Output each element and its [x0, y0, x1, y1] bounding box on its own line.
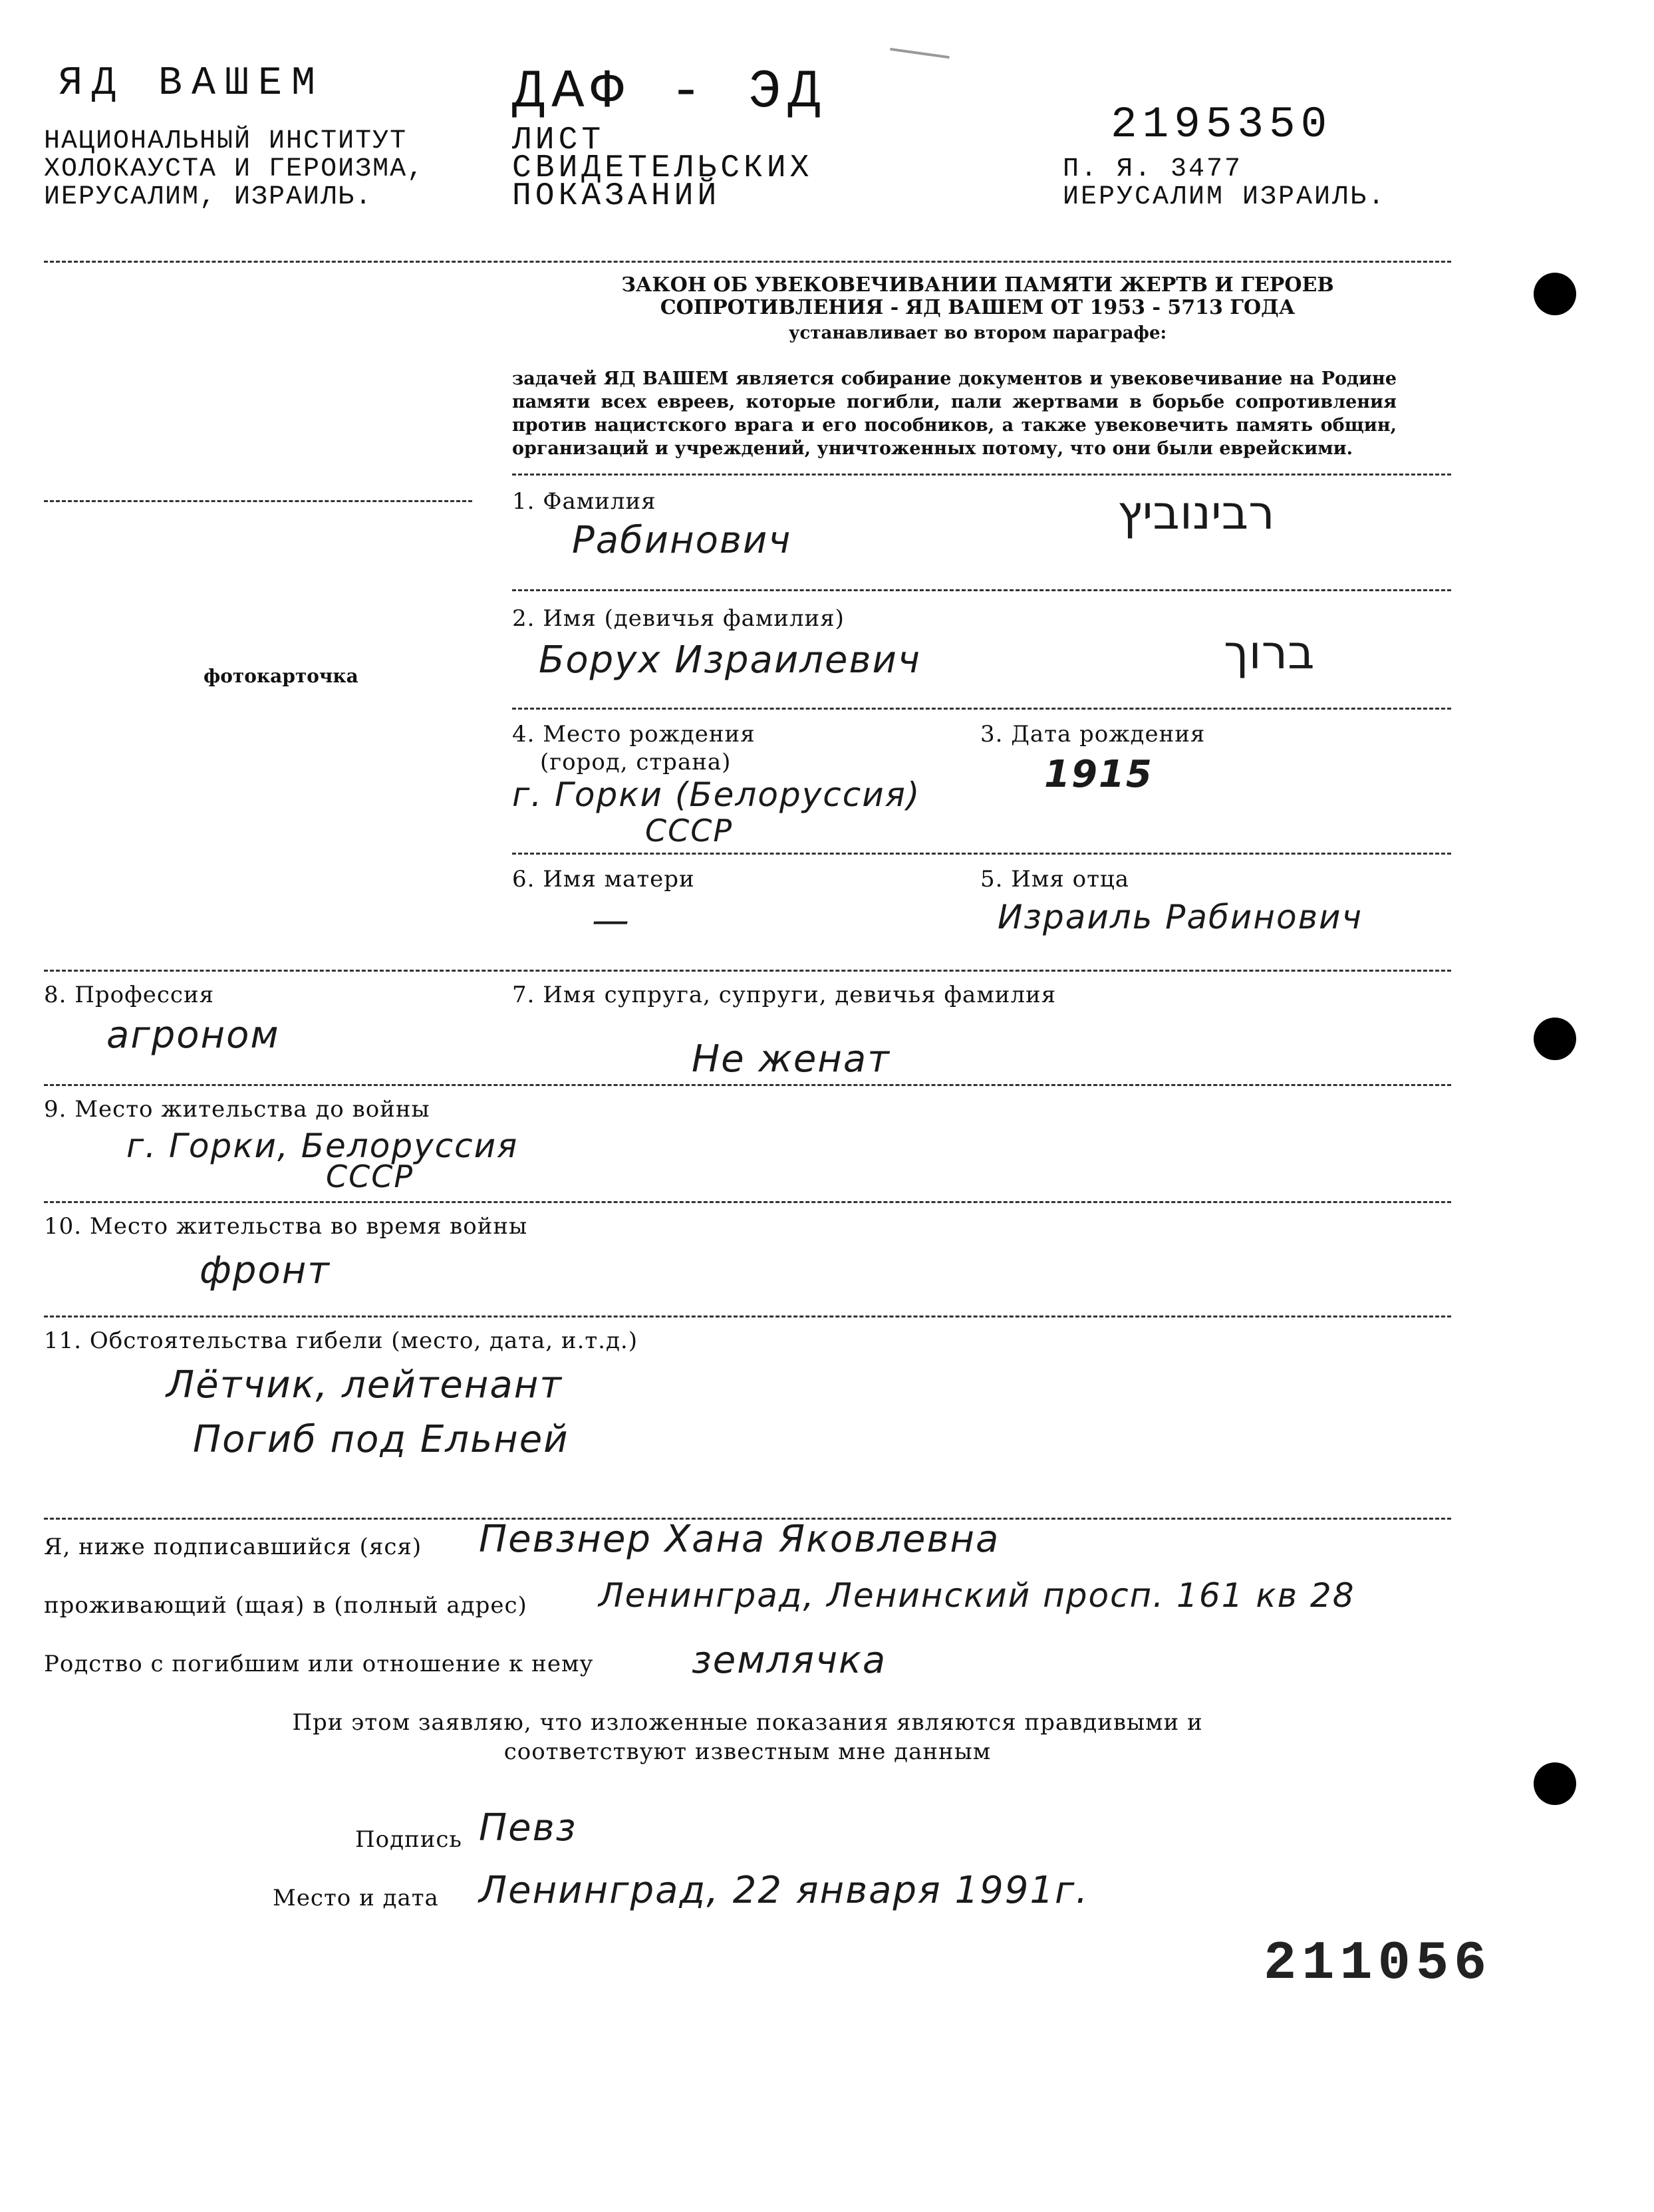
org-subtitle: НАЦИОНАЛЬНЫЙ ИНСТИТУТ ХОЛОКАУСТА И ГЕРОИЗМА, ИЕРУСАЛИМ, ИЗРАИЛЬ. — [44, 126, 425, 212]
divider — [512, 474, 1451, 476]
divider — [44, 970, 1451, 972]
profession-value: агроном — [106, 1014, 280, 1057]
birthdate-value: 1915 — [1044, 753, 1153, 796]
prewar-residence-label: 9. Место жительства до войны — [44, 1096, 430, 1123]
photo-top-line — [44, 500, 472, 502]
wartime-residence-value: фронт — [200, 1249, 331, 1292]
mother-label: 6. Имя матери — [512, 866, 695, 893]
form-title: ДАФ - ЭД — [512, 61, 827, 123]
spouse-label: 7. Имя супруга, супруги, девичья фамилия — [512, 982, 1057, 1008]
divider — [44, 1201, 1451, 1203]
profession-label: 8. Профессия — [44, 982, 215, 1008]
relation-value: землячка — [692, 1639, 887, 1682]
birthdate-label: 3. Дата рождения — [980, 721, 1206, 748]
scan-mark — [889, 48, 950, 68]
place-date-value: Ленинград, 22 января 1991г. — [479, 1869, 1089, 1912]
binder-hole — [1534, 1762, 1576, 1805]
institute-address: П. Я. 3477 ИЕРУСАЛИМ ИЗРАИЛЬ. — [1063, 154, 1387, 212]
divider — [44, 261, 1451, 263]
mother-value: — — [592, 899, 630, 942]
father-value: Израиль Рабинович — [998, 898, 1363, 936]
death-circumstances-value-2: Погиб под Ельней — [193, 1418, 569, 1461]
photo-label: фотокарточка — [204, 665, 358, 687]
surname-value: Рабинович — [572, 519, 792, 562]
signature-label: Подпись — [355, 1826, 462, 1853]
death-circumstances-value: Лётчик, лейтенант — [166, 1363, 563, 1407]
surname-label: 1. Фамилия — [512, 488, 656, 515]
address-value: Ленинград, Ленинский просп. 161 кв 28 — [599, 1576, 1355, 1615]
birthplace-value: г. Горки (Белоруссия) — [512, 775, 921, 814]
prewar-residence-country: СССР — [326, 1159, 414, 1194]
divider — [44, 1084, 1451, 1086]
birthplace-label: 4. Место рождения — [512, 721, 756, 748]
wartime-residence-label: 10. Место жительства во время войны — [44, 1213, 528, 1240]
form-subtitle: ЛИСТ СВИДЕТЕЛЬСКИХ ПОКАЗАНИЙ — [512, 122, 813, 214]
law-body: задачей ЯД ВАШЕМ является собирание документов и увековечивание на Родине памяти всех евреев, которые погибли, пали жертвами в борьбе сопротивления против нацистского врага и его пособников, а также увековечить память общин, организаций и учреждений, уничтоженных потому, что они были еврейскими. — [512, 368, 1397, 459]
father-label: 5. Имя отца — [980, 866, 1130, 893]
divider — [512, 589, 1451, 591]
org-name: ЯД ВАШЕМ — [59, 61, 325, 106]
declaration-text: При этом заявляю, что изложенные показания являются правдивыми и соответствуют известным мне данным — [292, 1709, 1203, 1765]
sheet-number: 2195350 — [1111, 100, 1333, 150]
name-label: 2. Имя (девичья фамилия) — [512, 605, 845, 632]
relation-label: Родство с погибшим или отношение к нему — [44, 1651, 594, 1677]
stamp-number: 211056 — [1264, 1933, 1492, 1995]
name-value: Борух Израилевич — [539, 638, 921, 682]
surname-hebrew: רבינוביץ — [1117, 485, 1275, 540]
signer-label: Я, ниже подписавшийся (яся) — [44, 1534, 422, 1560]
address-label: проживающий (щая) в (полный адрес) — [44, 1592, 527, 1619]
spouse-value: Не женат — [692, 1037, 891, 1081]
death-circumstances-label: 11. Обстоятельства гибели (место, дата, и.т.д.) — [44, 1327, 638, 1354]
law-subheading: устанавливает во втором параграфе: — [788, 323, 1167, 343]
divider — [512, 853, 1451, 855]
binder-hole — [1534, 1018, 1576, 1060]
divider — [512, 708, 1451, 710]
binder-hole — [1534, 273, 1576, 315]
divider — [44, 1315, 1451, 1317]
signer-value: Певзнер Хана Яковлевна — [479, 1518, 1000, 1561]
name-hebrew: ברוך — [1224, 625, 1315, 680]
birthplace-value-country: СССР — [645, 813, 734, 849]
prewar-residence-value: г. Горки, Белоруссия — [126, 1127, 519, 1165]
birthplace-label-sub: (город, страна) — [540, 749, 732, 775]
place-date-label: Место и дата — [273, 1885, 439, 1911]
law-heading: ЗАКОН ОБ УВЕКОВЕЧИВАНИИ ПАМЯТИ ЖЕРТВ И ГЕРОЕВ СОПРОТИВЛЕНИЯ - ЯД ВАШЕМ ОТ 1953 - 5713 ГОДА — [621, 273, 1334, 319]
signature-value: Певз — [479, 1806, 577, 1850]
